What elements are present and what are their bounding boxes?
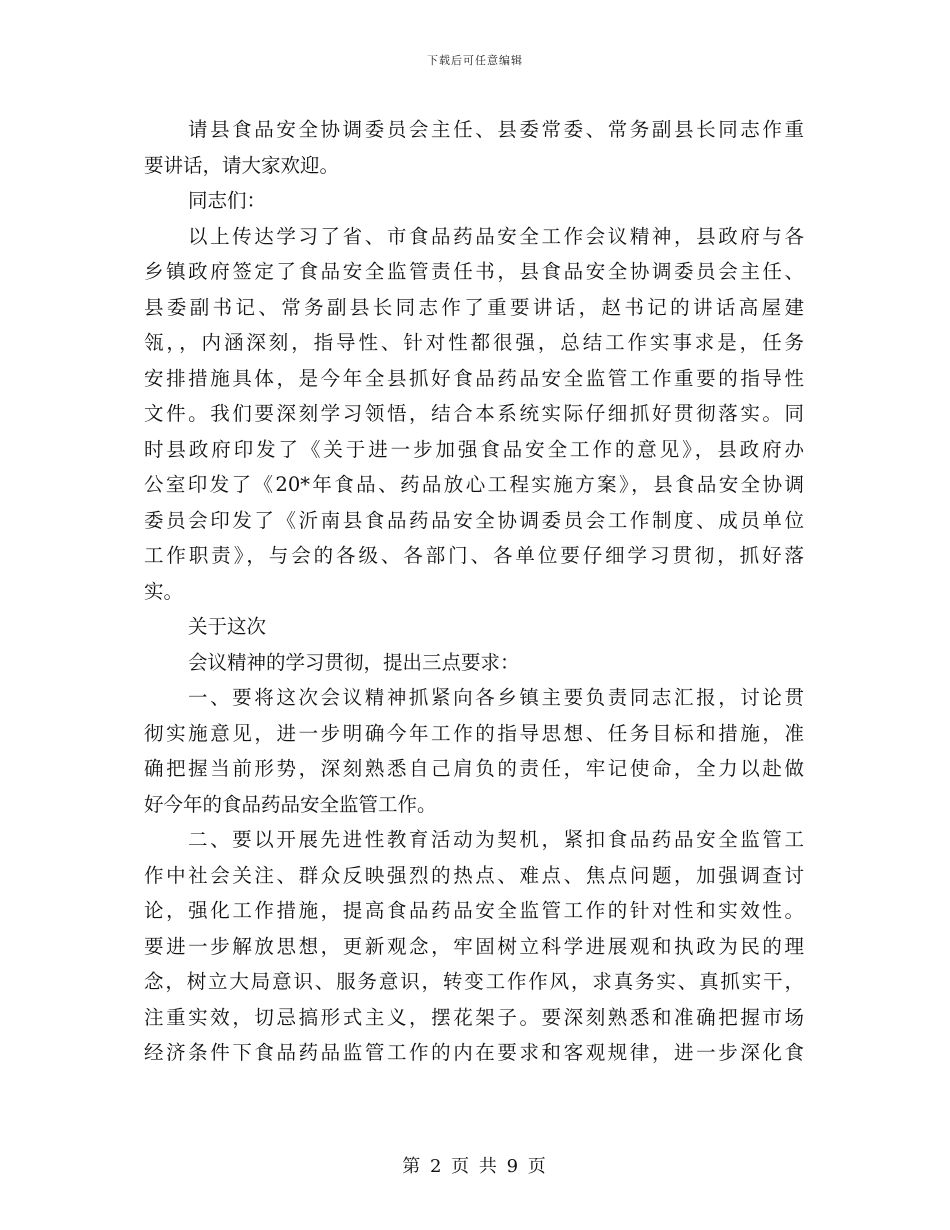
text-line: 确把握当前形势，深刻熟悉自己肩负的责任，牢记使命，全力以赴做	[144, 757, 804, 780]
text-line: 念，树立大局意识、服务意识，转变工作作风，求真务实、真抓实干，	[144, 970, 804, 993]
text-line: 工作职责》，与会的各级、各部门、各单位要仔细学习贯彻，抓好落	[144, 544, 804, 567]
text-line: 注重实效，切忌搞形式主义，摆花架子。要深刻熟悉和准确把握市场	[144, 1005, 804, 1029]
text-line: 会议精神的学习贯彻，提出三点要求：	[188, 650, 520, 674]
text-line: 瓴，，内涵深刻，指导性、针对性都很强，总结工作实事求是，任务	[144, 331, 804, 354]
text-line: 安排措施具体，是今年全县抓好食品药品安全监管工作重要的指导性	[144, 366, 804, 390]
document-body	[144, 112, 804, 1071]
text-line: 乡镇政府签定了食品安全监管责任书，县食品安全协调委员会主任、	[144, 260, 804, 283]
text-line: 一、要将这次会议精神抓紧向各乡镇主要负责同志汇报，讨论贯	[188, 686, 804, 709]
page-header: 下载后可任意编辑	[427, 54, 523, 67]
text-line: 关于这次	[188, 615, 267, 638]
text-line: 时县政府印发了《关于进一步加强食品安全工作的意见》，县政府办	[144, 437, 804, 461]
text-line: 以上传达学习了省、市食品药品安全工作会议精神，县政府与各	[188, 224, 804, 248]
text-line: 请县食品安全协调委员会主任、县委常委、常务副县长同志作重	[188, 118, 804, 141]
text-line: 要进一步解放思想，更新观念，牢固树立科学进展观和执政为民的理	[144, 934, 804, 958]
text-line: 彻实施意见，进一步明确今年工作的指导思想、任务目标和措施，准	[144, 721, 804, 745]
text-line: 公室印发了《20*年食品、药品放心工程实施方案》，县食品安全协调	[144, 473, 804, 496]
page-footer: 第 2 页 共 9 页	[402, 1156, 548, 1177]
text-line: 同志们：	[188, 189, 267, 212]
text-line: 委员会印发了《沂南县食品药品安全协调委员会工作制度、成员单位	[144, 508, 804, 532]
text-line: 实。	[144, 579, 184, 603]
text-line: 要讲话，请大家欢迎。	[144, 153, 340, 177]
text-line: 论，强化工作措施，提高食品药品安全监管工作的针对性和实效性。	[144, 899, 804, 922]
text-line: 县委副书记、常务副县长同志作了重要讲话，赵书记的讲话高屋建	[144, 295, 804, 319]
text-line: 文件。我们要深刻学习领悟，结合本系统实际仔细抓好贯彻落实。同	[144, 402, 804, 425]
text-line: 二、要以开展先进性教育活动为契机，紧扣食品药品安全监管工	[188, 828, 804, 851]
text-line: 作中社会关注、群众反映强烈的热点、难点、焦点问题，加强调查讨	[144, 863, 804, 887]
text-line: 经济条件下食品药品监管工作的内在要求和客观规律，进一步深化食	[144, 1041, 804, 1064]
text-line: 好今年的食品药品安全监管工作。	[144, 792, 437, 816]
